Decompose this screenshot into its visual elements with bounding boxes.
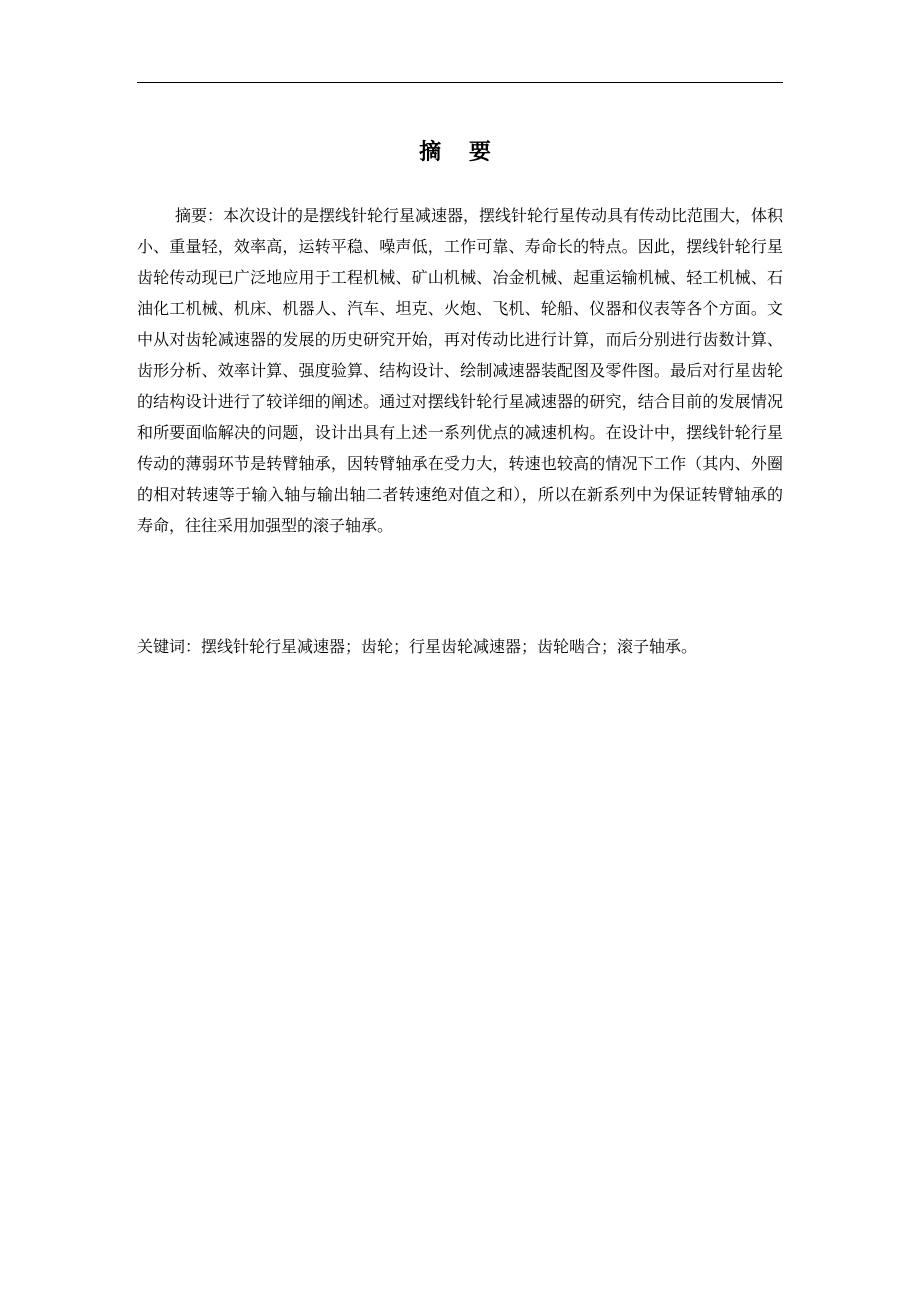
keywords-line: 关键词：摆线针轮行星减速器；齿轮；行星齿轮减速器；齿轮啮合；滚子轴承。 [137, 637, 698, 656]
abstract-paragraph: 摘要：本次设计的是摆线针轮行星减速器，摆线针轮行星传动具有传动比范围大，体积小、重量轻，效率高，运转平稳、噪声低，工作可靠、寿命长的特点。因此，摆线针轮行星齿轮传动现已广泛地应用于工程机械、矿山机械、冶金机械、起重运输机械、轻工机械、石油化工机械、机床、机器人、汽车、坦克、火炮、飞机、轮船、仪器和仪表等各个方面。文中从对齿轮减速器的发展的历史研究开始，再对传动比进行计算，而后分别进行齿数计算、齿形分析、效率计算、强度验算、结构设计、绘制减速器装配图及零件图。最后对行星齿轮的结构设计进行了较详细的阐述。通过对摆线针轮行星减速器的研究，结合目前的发展情况和所要面临解决的问题，设计出具有上述一系列优点的减速机构。在设计中，摆线针轮行星传动的薄弱环节是转臂轴承，因转臂轴承在受力大，转速也较高的情况下工作（其内、外圈的相对转速等于输入轴与输出轴二者转速绝对值之和），所以在新系列中为保证转臂轴承的寿命，往往采用加强型的滚子轴承。 [137, 206, 784, 535]
page-title: 摘 要 [419, 140, 501, 165]
header-rule [137, 82, 783, 83]
